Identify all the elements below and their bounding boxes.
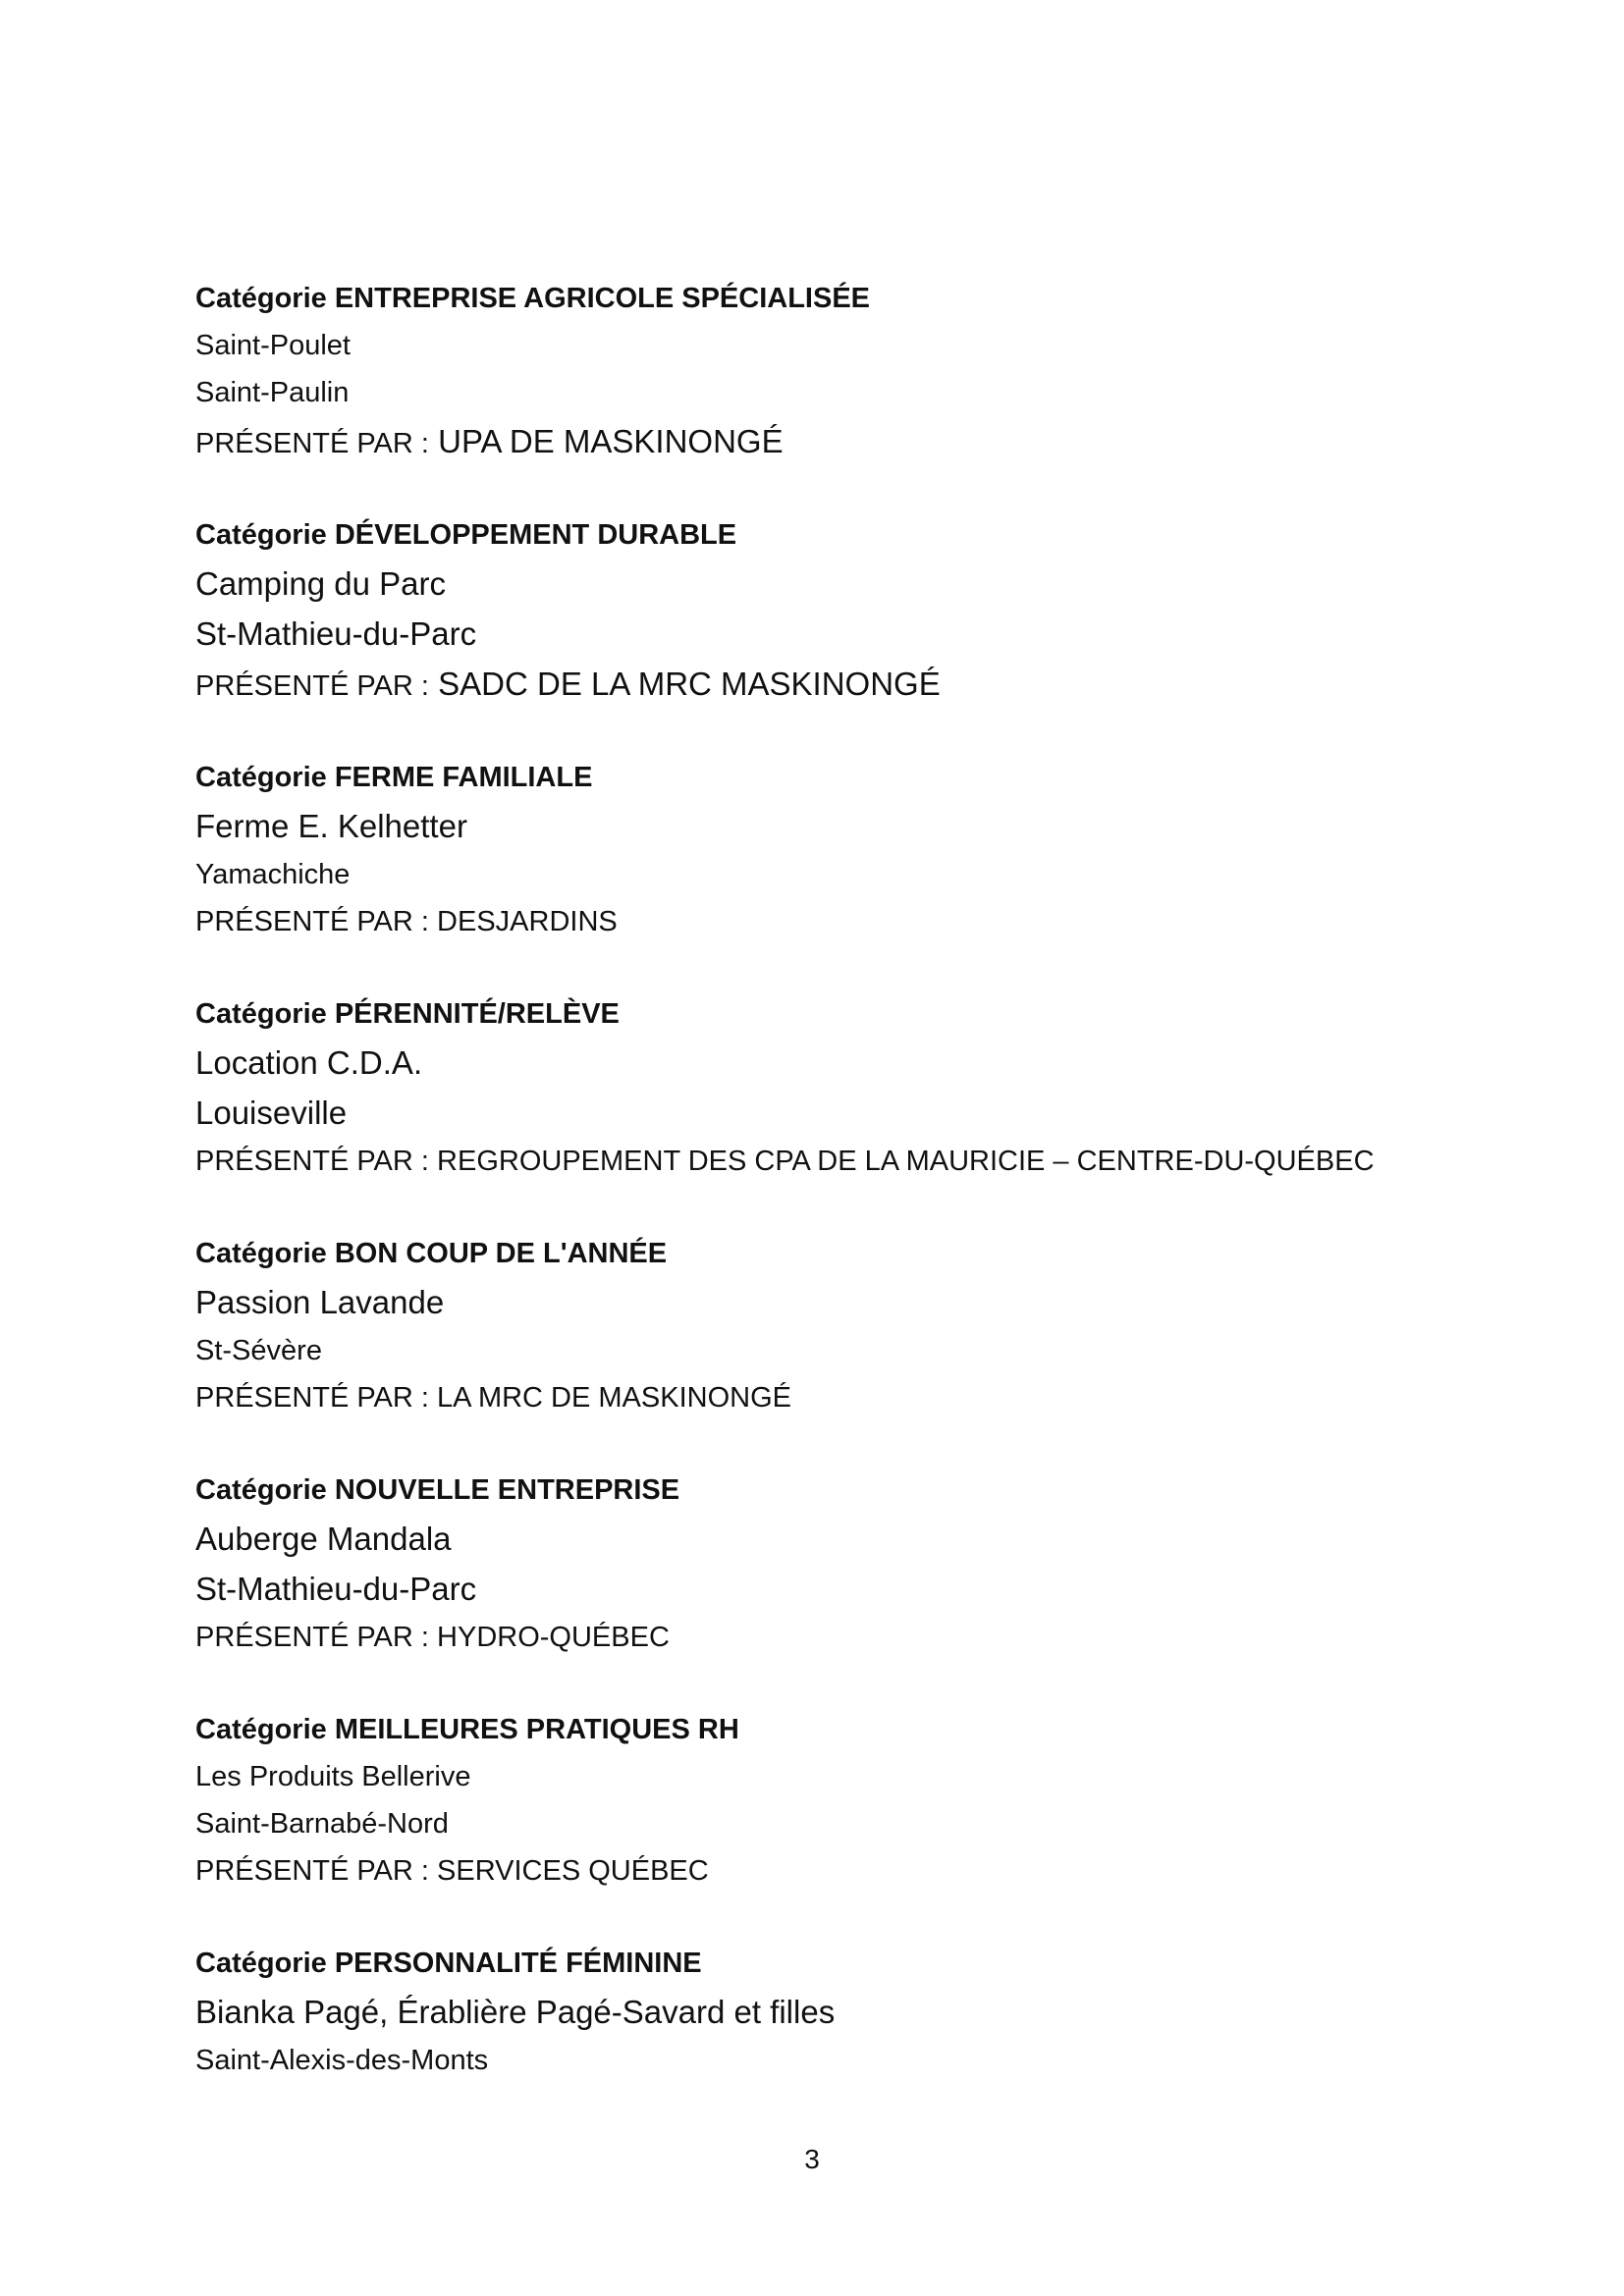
awards-list	[195, 275, 1472, 2084]
presented-prefix: PRÉSENTÉ PAR :	[195, 670, 429, 702]
category-prefix: Catégorie	[195, 762, 327, 793]
sponsor-name: SERVICES QUÉBEC	[437, 1855, 709, 1887]
category-prefix: Catégorie	[195, 1474, 327, 1506]
winner-name: Camping du Parc	[195, 565, 446, 602]
category-block	[195, 1467, 1472, 1661]
sponsor-name: REGROUPEMENT DES CPA DE LA MAURICIE – CENTRE-DU-QUÉBEC	[437, 1146, 1375, 1177]
category-prefix: Catégorie	[195, 283, 327, 314]
category-block	[195, 754, 1472, 945]
category-block	[195, 1940, 1472, 2084]
winner-name: Auberge Mandala	[195, 1521, 452, 1557]
presented-by	[195, 1138, 1472, 1185]
sponsor-name: DESJARDINS	[437, 906, 618, 937]
category-block	[195, 990, 1472, 1185]
category-title	[195, 754, 1472, 801]
winner-location: Yamachiche	[195, 859, 351, 890]
category-block	[195, 275, 1472, 466]
category-prefix: Catégorie	[195, 1948, 327, 1979]
presented-by	[195, 898, 1472, 945]
category-prefix: Catégorie	[195, 1714, 327, 1745]
winner-location: St-Sévère	[195, 1335, 322, 1366]
winner-location: Saint-Barnabé-Nord	[195, 1808, 449, 1840]
presented-by	[195, 1374, 1472, 1421]
winner-name: Bianka Pagé, Érablière Pagé-Savard et filles	[195, 1994, 836, 2030]
category-title	[195, 511, 1472, 559]
category-name: FERME FAMILIALE	[334, 762, 593, 793]
sponsor-name: LA MRC DE MASKINONGÉ	[437, 1382, 791, 1414]
winner-name: Ferme E. Kelhetter	[195, 808, 467, 844]
category-block	[195, 1706, 1472, 1895]
presented-prefix: PRÉSENTÉ PAR :	[195, 906, 429, 937]
winner-location: St-Mathieu-du-Parc	[195, 1571, 477, 1607]
category-name: PERSONNALITÉ FÉMININE	[334, 1948, 702, 1979]
category-title	[195, 990, 1472, 1038]
category-title	[195, 1467, 1472, 1514]
category-title	[195, 1706, 1472, 1753]
category-title	[195, 1940, 1472, 1987]
category-block	[195, 1230, 1472, 1421]
winner-location: Louiseville	[195, 1095, 348, 1131]
category-name: NOUVELLE ENTREPRISE	[334, 1474, 680, 1506]
presented-prefix: PRÉSENTÉ PAR :	[195, 428, 429, 459]
presented-prefix: PRÉSENTÉ PAR :	[195, 1382, 429, 1414]
presented-prefix: PRÉSENTÉ PAR :	[195, 1146, 429, 1177]
category-prefix: Catégorie	[195, 519, 327, 551]
category-name: ENTREPRISE AGRICOLE SPÉCIALISÉE	[334, 283, 871, 314]
category-prefix: Catégorie	[195, 998, 327, 1030]
category-block	[195, 511, 1472, 709]
sponsor-name: UPA DE MASKINONGÉ	[438, 423, 784, 459]
winner-name: Les Produits Bellerive	[195, 1761, 471, 1792]
presented-by	[195, 1847, 1472, 1895]
category-title	[195, 275, 1472, 322]
sponsor-name: SADC DE LA MRC MASKINONGÉ	[438, 666, 941, 702]
winner-location: Saint-Alexis-des-Monts	[195, 2045, 489, 2076]
winner-name: Passion Lavande	[195, 1284, 445, 1320]
presented-by	[195, 1614, 1472, 1661]
category-name: PÉRENNITÉ/RELÈVE	[334, 998, 620, 1030]
presented-prefix: PRÉSENTÉ PAR :	[195, 1622, 429, 1653]
category-name: MEILLEURES PRATIQUES RH	[334, 1714, 739, 1745]
page-number: 3	[804, 2144, 820, 2174]
category-name: DÉVELOPPEMENT DURABLE	[334, 519, 737, 551]
presented-by	[195, 659, 1472, 709]
category-title	[195, 1230, 1472, 1277]
winner-name: Location C.D.A.	[195, 1044, 423, 1081]
presented-prefix: PRÉSENTÉ PAR :	[195, 1855, 429, 1887]
winner-location: St-Mathieu-du-Parc	[195, 615, 477, 652]
winner-location: Saint-Paulin	[195, 377, 350, 408]
category-name: BON COUP DE L'ANNÉE	[334, 1238, 668, 1269]
sponsor-name: HYDRO-QUÉBEC	[437, 1622, 670, 1653]
presented-by	[195, 416, 1472, 466]
category-prefix: Catégorie	[195, 1238, 327, 1269]
winner-name: Saint-Poulet	[195, 330, 351, 361]
